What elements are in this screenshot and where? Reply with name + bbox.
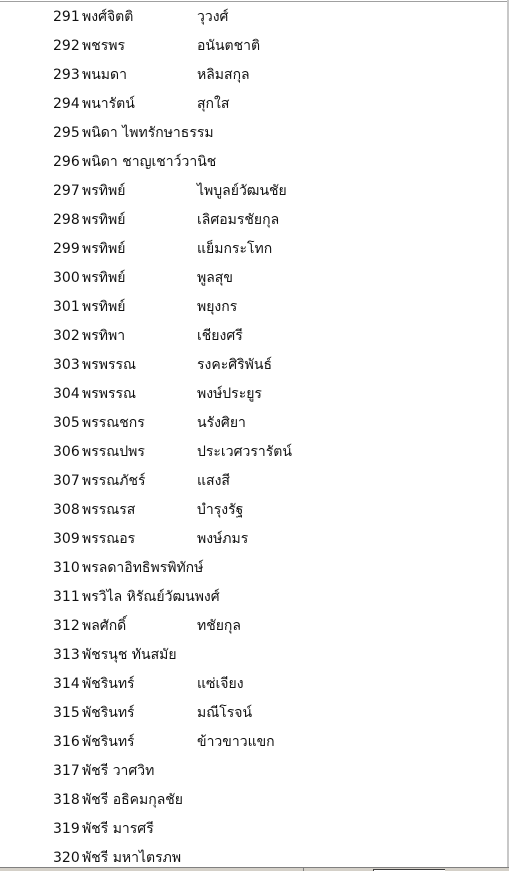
list-row: [0, 786, 507, 815]
row-number: 303: [53, 357, 80, 373]
list-row: [0, 757, 507, 786]
row-number: 320: [53, 850, 80, 866]
last-name: นรังศิยา: [197, 415, 246, 431]
list-row: [0, 322, 507, 351]
first-name: พรทิพย์: [82, 270, 126, 286]
last-name: พยุงกร: [197, 299, 238, 315]
list-row: [0, 641, 507, 670]
first-name: พรรณภัชร์: [82, 473, 146, 489]
first-name: พัชรี มหาไตรภพ: [82, 850, 182, 866]
list-row: [0, 264, 507, 293]
row-number: 293: [53, 67, 80, 83]
list-row: [0, 670, 507, 699]
first-name: พรทิพย์: [82, 183, 126, 199]
list-row: [0, 293, 507, 322]
last-name: ข้าวขาวแขก: [197, 734, 275, 750]
row-number: 302: [53, 328, 80, 344]
last-name: เลิศอมรชัยกุล: [197, 212, 280, 228]
list-row: [0, 235, 507, 264]
row-number: 315: [53, 705, 80, 721]
list-row: [0, 496, 507, 525]
list-row: [0, 351, 507, 380]
last-name: วุวงศ์: [197, 9, 229, 25]
first-name: พรพรรณ: [82, 386, 137, 402]
list-row: [0, 467, 507, 496]
first-name: พรทิพย์: [82, 299, 126, 315]
last-name: สุกใส: [197, 96, 230, 112]
last-name: ทชัยกุล: [197, 618, 241, 634]
first-name: พชรพร: [82, 38, 125, 54]
row-number: 295: [53, 125, 80, 141]
last-name: อนันตชาติ: [197, 38, 261, 54]
list-row: [0, 728, 507, 757]
first-name: พรรณอร: [82, 531, 136, 547]
first-name: พัชรินทร์: [82, 676, 135, 692]
list-row: [0, 699, 507, 728]
last-name: พงษ์ภมร: [197, 531, 249, 547]
row-number: 313: [53, 647, 80, 663]
list-row: [0, 583, 507, 612]
row-number: 311: [53, 589, 80, 605]
row-number: 292: [53, 38, 80, 54]
first-name: พลศักดิ์: [82, 618, 127, 634]
list-row: [0, 3, 507, 32]
first-name: พรพรรณ: [82, 357, 137, 373]
last-name: ไพบูลย์วัฒนชัย: [197, 183, 287, 199]
list-row: [0, 206, 507, 235]
last-name: บำรุงรัฐ: [197, 502, 244, 518]
first-name: พัชรี มารศรี: [82, 821, 154, 837]
list-row: [0, 815, 507, 844]
top-divider: [0, 1, 509, 2]
first-name: พรทิพย์: [82, 212, 126, 228]
row-number: 300: [53, 270, 80, 286]
row-number: 318: [53, 792, 80, 808]
first-name: พัชรี อธิคมกุลชัย: [82, 792, 184, 808]
last-name: แย็มกระโทก: [197, 241, 273, 257]
list-row: [0, 554, 507, 583]
list-row: [0, 32, 507, 61]
last-name: รงคะศิริพันธ์: [197, 357, 272, 373]
row-number: 305: [53, 415, 80, 431]
list-row: [0, 61, 507, 90]
first-name: พนารัตน์: [82, 96, 135, 112]
first-name: พรรณรส: [82, 502, 136, 518]
row-number: 312: [53, 618, 80, 634]
first-name: พนมดา: [82, 67, 127, 83]
first-name: พนิดา ชาญเชาว์วานิช: [82, 154, 217, 170]
row-number: 306: [53, 444, 80, 460]
list-row: [0, 438, 507, 467]
row-number: 304: [53, 386, 80, 402]
first-name: พัชรินทร์: [82, 734, 135, 750]
first-name: พัชรินทร์: [82, 705, 135, 721]
list-row: [0, 380, 507, 409]
first-name: พรทิพย์: [82, 241, 126, 257]
first-name: พนิดา ไพทรักษาธรรม: [82, 125, 214, 141]
row-number: 308: [53, 502, 80, 518]
list-row: [0, 90, 507, 119]
last-name: พูลสุข: [197, 270, 233, 286]
last-name: มณีโรจน์: [197, 705, 253, 721]
first-name: พรลดาอิทธิพรพิทักษ์: [82, 560, 204, 576]
list-row: [0, 409, 507, 438]
last-name: หลิมสกุล: [197, 67, 250, 83]
row-number: 309: [53, 531, 80, 547]
first-name: พัชรี วาศวิท: [82, 763, 155, 779]
first-name: พงศ์จิตติ: [82, 9, 134, 25]
row-number: 298: [53, 212, 80, 228]
row-number: 310: [53, 560, 80, 576]
first-name: พรวิไล หิรัณย์วัฒนพงศ์: [82, 589, 220, 605]
first-name: พรรณชกร: [82, 415, 145, 431]
last-name: พงษ์ประยูร: [197, 386, 262, 402]
row-number: 317: [53, 763, 80, 779]
last-name: แสงสี: [197, 473, 230, 489]
row-number: 314: [53, 676, 80, 692]
row-number: 301: [53, 299, 80, 315]
row-number: 297: [53, 183, 80, 199]
list-row: [0, 148, 507, 177]
row-number: 307: [53, 473, 80, 489]
last-name: แซ่เจียง: [197, 676, 244, 692]
row-number: 291: [53, 9, 80, 25]
first-name: พรรณปพร: [82, 444, 145, 460]
row-number: 319: [53, 821, 80, 837]
row-number: 299: [53, 241, 80, 257]
row-number: 316: [53, 734, 80, 750]
first-name: พัชรนุช ทันสมัย: [82, 647, 177, 663]
list-row: [0, 525, 507, 554]
row-number: 296: [53, 154, 80, 170]
last-name: เชียงศรี: [197, 328, 243, 344]
name-list: [0, 3, 507, 871]
last-name: ประเวศวรารัตน์: [197, 444, 292, 460]
list-row: [0, 177, 507, 206]
list-row: [0, 119, 507, 148]
first-name: พรทิพา: [82, 328, 126, 344]
row-number: 294: [53, 96, 80, 112]
list-row: [0, 612, 507, 641]
status-bar: [0, 867, 509, 871]
